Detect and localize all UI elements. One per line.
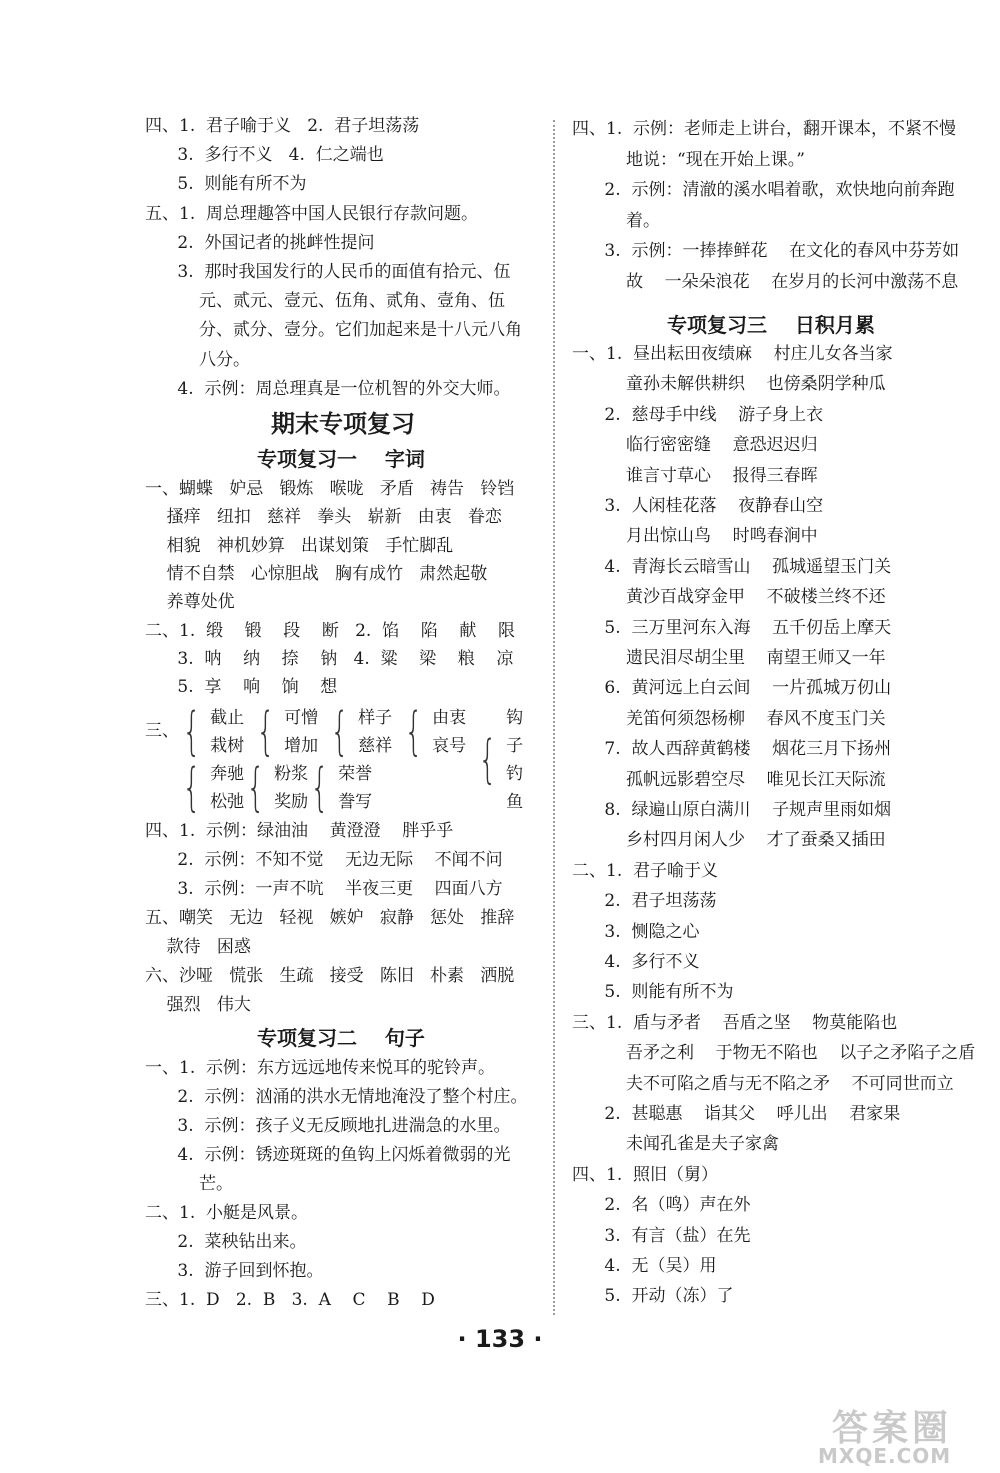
answer-line: 孤帆远影碧空尽 唯见长江天际流 — [572, 769, 886, 790]
answer-line: 4. 示例：周总理真是一位机智的外交大师。 — [145, 378, 511, 399]
answer-line: 地说：“现在开始上课。” — [572, 149, 805, 170]
page-number: · 133 · — [457, 1325, 543, 1353]
answer-line: 2. 君子坦荡荡 — [572, 891, 717, 912]
brace-icon: { — [182, 702, 201, 762]
answer-line: 款待 困惑 — [145, 937, 251, 957]
answer-line: 八分。 — [145, 349, 251, 370]
answer-line: 2. 甚聪惠 诣其父 呼儿出 君家果 — [572, 1104, 901, 1124]
pair-word: 截止 — [210, 708, 245, 728]
watermark-top-text: 答案圈 — [832, 1408, 953, 1449]
pair-word: 粉浆 — [274, 764, 309, 784]
pair-word: 栽树 — [210, 736, 245, 756]
answer-line: 2. 名（鸣）声在外 — [572, 1195, 751, 1216]
answer-line: 2. 慈母手中线 游子身上衣 — [572, 404, 824, 425]
pair-word: 由衷 — [432, 708, 467, 728]
column-divider — [553, 120, 555, 1315]
answer-line: 着。 — [572, 210, 661, 231]
pair-word: 哀号 — [432, 736, 467, 756]
answer-line: 三、1. 盾与矛者 吾盾之坚 物莫能陷也 — [572, 1012, 898, 1033]
section-title: 专项复习一 字词 — [257, 447, 425, 471]
pair-word: 奔驰 — [210, 764, 245, 784]
answer-line: 强烈 伟大 — [145, 995, 251, 1015]
brace-icon: { — [182, 758, 201, 818]
answer-line: 芒。 — [145, 1174, 234, 1194]
answer-line: 羌笛何须怨杨柳 春风不度玉门关 — [572, 708, 886, 729]
answer-line: 谁言寸草心 报得三春晖 — [572, 465, 818, 486]
answer-line: 3. 多行不义 4. 仁之端也 — [145, 145, 384, 166]
answer-line: 一、1. 示例：东方远远地传来悦耳的驼铃声。 — [145, 1058, 496, 1078]
brace-word-pair — [175, 704, 244, 760]
answer-line: 7. 故人西辞黄鹤楼 烟花三月下扬州 — [572, 739, 892, 760]
word-pair — [358, 704, 392, 760]
answer-line: 搔痒 纽扣 慈祥 拳头 崭新 由衷 眷恋 — [145, 507, 502, 528]
answer-line: 吾矛之利 于物无不陷也 以子之矛陷子之盾 — [572, 1043, 976, 1064]
answer-line: 临行密密缝 意恐迟迟归 — [572, 435, 818, 456]
answer-line: 2. 示例：汹涌的洪水无情地淹没了整个村庄。 — [145, 1087, 528, 1107]
answer-line: 5. 则能有所不为 — [572, 982, 734, 1003]
pair-word: 慈祥 — [358, 736, 393, 756]
answer-line: 元、贰元、壹元、伍角、贰角、壹角、伍 — [145, 291, 506, 312]
answer-line: 3. 示例：一捧捧鲜花 在文化的春风中芬芳如 — [572, 241, 960, 261]
answer-line: 三、1. D 2. B 3. A C B D — [145, 1290, 435, 1310]
word-pair — [284, 704, 318, 760]
answer-line: 一、1. 昼出耘田夜绩麻 村庄儿女各当家 — [572, 344, 893, 364]
answer-line: 2. 菜秧钻出来。 — [145, 1232, 307, 1252]
brace-icon: { — [310, 758, 329, 818]
watermark-bottom-text: MXQE.COM — [818, 1444, 952, 1468]
answer-line: 月出惊山鸟 时鸣春涧中 — [572, 526, 818, 547]
brace-word-pair — [323, 704, 392, 760]
watermark-logo — [818, 1400, 988, 1470]
answer-line: 5. 则能有所不为 — [145, 174, 307, 195]
brace-word-pair — [175, 760, 244, 816]
brace-icon: { — [330, 702, 349, 762]
answer-line: 四、1. 君子喻于义 2. 君子坦荡荡 — [145, 116, 420, 136]
answer-line: 4. 无（吴）用 — [572, 1256, 717, 1276]
answer-line: 3. 有言（盐）在先 — [572, 1225, 751, 1246]
question-label: 三、 — [145, 721, 179, 741]
answer-line: 故 一朵朵浪花 在岁月的长河中激荡不息 — [572, 271, 959, 292]
pair-word: 松弛 — [210, 792, 245, 812]
pair-word: 钓鱼 — [506, 764, 524, 812]
brace-icon: { — [478, 730, 497, 790]
word-pair — [506, 704, 540, 816]
answer-line: 2. 外国记者的挑衅性提问 — [145, 232, 375, 253]
answer-line: 2. 示例：清澈的溪水唱着歌，欢快地向前奔跑 — [572, 180, 955, 200]
answer-line: 乡村四月闲人少 才了蚕桑又插田 — [572, 830, 886, 851]
answer-line: 童孙未解供耕织 也傍桑阴学种瓜 — [572, 374, 886, 395]
answer-line: 3. 那时我国发行的人民币的面值有拾元、伍 — [145, 262, 511, 282]
answer-line: 4. 示例：锈迹斑斑的鱼钩上闪烁着微弱的光 — [145, 1145, 511, 1165]
answer-line: 二、1. 小艇是风景。 — [145, 1203, 309, 1223]
word-pair — [338, 760, 372, 816]
answer-line: 情不自禁 心惊胆战 胸有成竹 肃然起敬 — [145, 563, 488, 584]
answer-line: 六、沙哑 慌张 生疏 接受 陈旧 朴素 洒脱 — [145, 966, 515, 986]
answer-line: 二、1. 缎 锻 段 断 2. 馅 陷 献 限 — [145, 620, 515, 641]
answer-line: 四、1. 示例：绿油油 黄澄澄 胖乎乎 — [145, 821, 454, 841]
pair-word: 钩子 — [506, 708, 524, 756]
answer-line: 8. 绿遍山原白满川 子规声里雨如烟 — [572, 800, 892, 820]
brace-word-pair — [249, 704, 318, 760]
answer-line: 4. 青海长云暗雪山 孤城遥望玉门关 — [572, 556, 892, 577]
answer-line: 3. 示例：孩子义无反顾地扎进湍急的水里。 — [145, 1116, 511, 1136]
brace-word-pair — [239, 760, 308, 816]
brace-icon: { — [256, 702, 275, 762]
pair-word: 誊写 — [338, 792, 373, 812]
answer-line: 相貌 神机妙算 出谋划策 手忙脚乱 — [145, 535, 454, 556]
answer-line: 二、1. 君子喻于义 — [572, 860, 719, 881]
word-pair — [432, 704, 466, 760]
main-title: 期末专项复习 — [271, 410, 415, 438]
section-title: 专项复习二 句子 — [257, 1026, 425, 1050]
answer-line: 5. 三万里河东入海 五千仞岳上摩天 — [572, 617, 892, 638]
pair-word: 样子 — [358, 708, 393, 728]
brace-icon: { — [404, 702, 423, 762]
answer-line: 6. 黄河远上白云间 一片孤城万仞山 — [572, 678, 892, 699]
answer-line: 一、蝴蝶 妒忌 锻炼 喉咙 矛盾 祷告 铃铛 — [145, 479, 515, 499]
answer-line: 黄沙百战穿金甲 不破楼兰终不还 — [572, 587, 886, 608]
answer-line: 4. 多行不义 — [572, 952, 700, 972]
answer-line: 夫不可陷之盾与无不陷之矛 不可同世而立 — [572, 1073, 954, 1094]
answer-line: 5. 开动（冻）了 — [572, 1286, 734, 1307]
answer-line: 2. 示例：不知不觉 无边无际 不闻不问 — [145, 850, 503, 870]
answer-line: 3. 示例：一声不吭 半夜三更 四面八方 — [145, 879, 503, 899]
answer-line: 四、1. 示例：老师走上讲台，翻开课本，不紧不慢 — [572, 119, 957, 139]
pair-word: 奖励 — [274, 792, 309, 812]
answer-line: 3. 人闲桂花落 夜静春山空 — [572, 496, 824, 516]
word-pair — [210, 704, 244, 760]
answer-line: 未闻孔雀是夫子家禽 — [572, 1134, 780, 1155]
answer-line: 3. 恻隐之心 — [572, 921, 700, 942]
brace-word-pair — [303, 760, 372, 816]
brace-icon: { — [246, 758, 265, 818]
answer-line: 分、贰分、壹分。它们加起来是十八元八角 — [145, 320, 523, 341]
pair-word: 可憎 — [284, 708, 319, 728]
brace-word-pair — [397, 704, 466, 760]
answer-line: 五、嘲笑 无边 轻视 嫉妒 寂静 惩处 推辞 — [145, 908, 515, 928]
brace-word-pair — [471, 704, 540, 816]
answer-line: 五、1. 周总理趣答中国人民银行存款问题。 — [145, 203, 479, 224]
answer-line: 3. 呐 纳 捺 钠 4. 粱 梁 粮 凉 — [145, 648, 514, 669]
pair-word: 荣誉 — [338, 764, 373, 784]
pair-word: 增加 — [284, 736, 319, 756]
answer-line: 养尊处优 — [145, 592, 235, 613]
section-title: 专项复习三 日积月累 — [667, 313, 875, 337]
answer-line: 3. 游子回到怀抱。 — [145, 1261, 324, 1281]
answer-line: 四、1. 照旧（舅） — [572, 1164, 719, 1185]
answer-line: 遗民泪尽胡尘里 南望王师又一年 — [572, 648, 886, 668]
answer-line: 5. 享 响 饷 想 — [145, 677, 338, 698]
